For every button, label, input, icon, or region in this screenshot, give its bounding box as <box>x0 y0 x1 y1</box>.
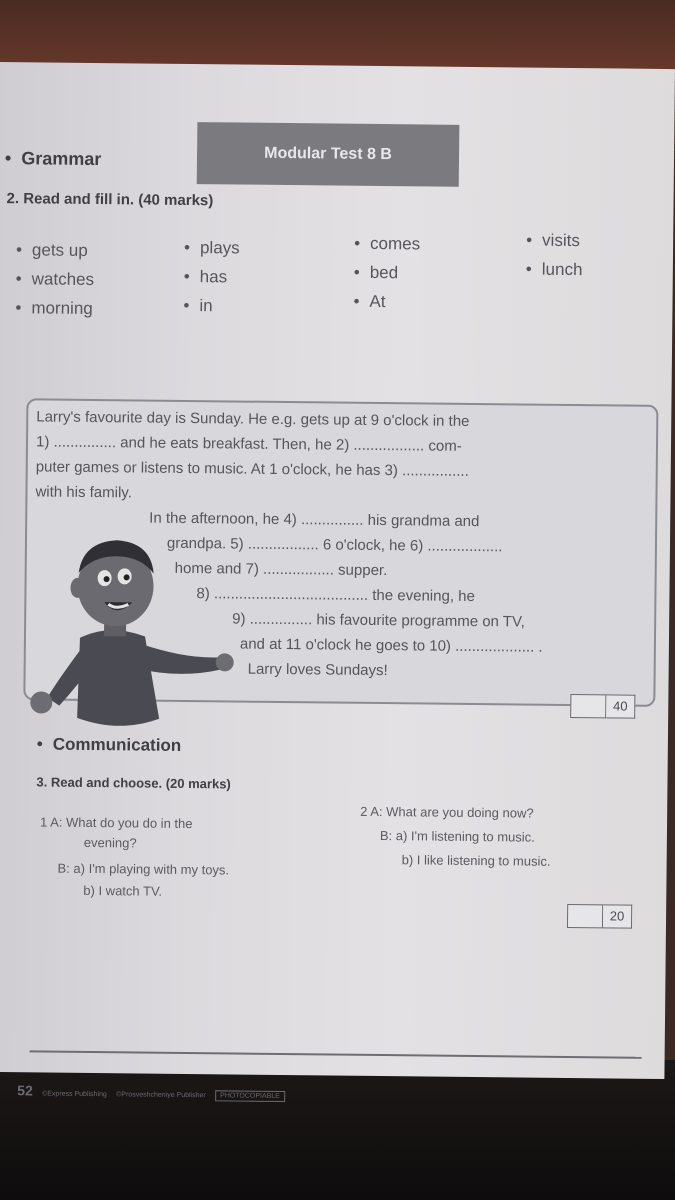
photocopiable-badge: PHOTOCOPIABLE <box>215 1090 285 1102</box>
word-item: • has <box>183 266 228 287</box>
q1-question: 1 A: What do you do in the <box>39 814 193 832</box>
page-footer <box>17 1082 285 1101</box>
word-item: • morning <box>15 298 93 318</box>
word-item: • bed <box>353 262 399 283</box>
score-total-communication: 20 <box>603 904 632 928</box>
footer-divider <box>30 1050 642 1058</box>
q1-question-cont: evening? <box>83 834 137 851</box>
communication-heading: • Communication <box>36 734 182 755</box>
q2-option-b[interactable]: b) I like listening to music. <box>401 852 551 869</box>
story-line: with his family. <box>35 483 133 502</box>
word-item: • in <box>183 295 213 316</box>
score-input-communication[interactable] <box>567 904 603 928</box>
q1-option-a[interactable]: B: a) I'm playing with my toys. <box>57 860 230 878</box>
score-total-grammar: 40 <box>606 694 635 718</box>
q2-question: 2 A: What are you doing now? <box>360 803 534 821</box>
story-line: and at 11 o'clock he goes to 10) ................... . <box>239 635 543 656</box>
q2-option-a[interactable]: B: a) I'm listening to music. <box>379 828 535 845</box>
communication-task: 3. Read and choose. (20 marks) <box>36 774 231 792</box>
publisher-credit: ©Express Publishing <box>42 1090 107 1099</box>
publisher-credit: ©Prosveshcheniye Publisher <box>116 1091 206 1100</box>
page-number: 52 <box>17 1082 33 1099</box>
background-bottom <box>0 1060 675 1200</box>
story-line: 1) ............... and he eats breakfast. Then, he 2) ................. com- <box>35 433 462 455</box>
story-line: grandpa. 5) ................. 6 o'clock, he 6) .................. <box>166 534 503 556</box>
q1-option-b[interactable]: b) I watch TV. <box>83 882 163 899</box>
word-item: • gets up <box>15 240 88 260</box>
story-line: 8) ..................................... the evening, he <box>196 585 475 606</box>
story-line: Larry's favourite day is Sunday. He e.g. gets up at 9 o'clock in the <box>36 408 470 430</box>
score-box-communication <box>567 904 632 929</box>
word-item: • watches <box>15 269 95 289</box>
story-line: home and 7) ................. supper. <box>174 559 388 580</box>
score-box-grammar <box>570 694 635 719</box>
worksheet-page <box>0 62 675 1100</box>
grammar-task: 2. Read and fill in. (40 marks) <box>6 190 214 210</box>
grammar-heading: • Grammar <box>4 148 102 170</box>
score-input-grammar[interactable] <box>570 694 606 718</box>
story-line: 9) ............... his favourite programme on TV, <box>232 610 525 631</box>
test-title: Modular Test 8 B <box>197 122 460 187</box>
word-item: • plays <box>183 237 240 258</box>
boy-illustration <box>19 517 241 749</box>
word-item: • At <box>353 291 386 312</box>
story-line: Larry loves Sundays! <box>247 660 388 680</box>
story-line: In the afternoon, he 4) ............... his grandma and <box>149 509 480 531</box>
word-item: • lunch <box>525 259 583 280</box>
word-item: • comes <box>354 233 421 254</box>
story-line: puter games or listens to music. At 1 o'clock, he has 3) ................ <box>35 458 469 480</box>
word-item: • visits <box>526 230 580 251</box>
